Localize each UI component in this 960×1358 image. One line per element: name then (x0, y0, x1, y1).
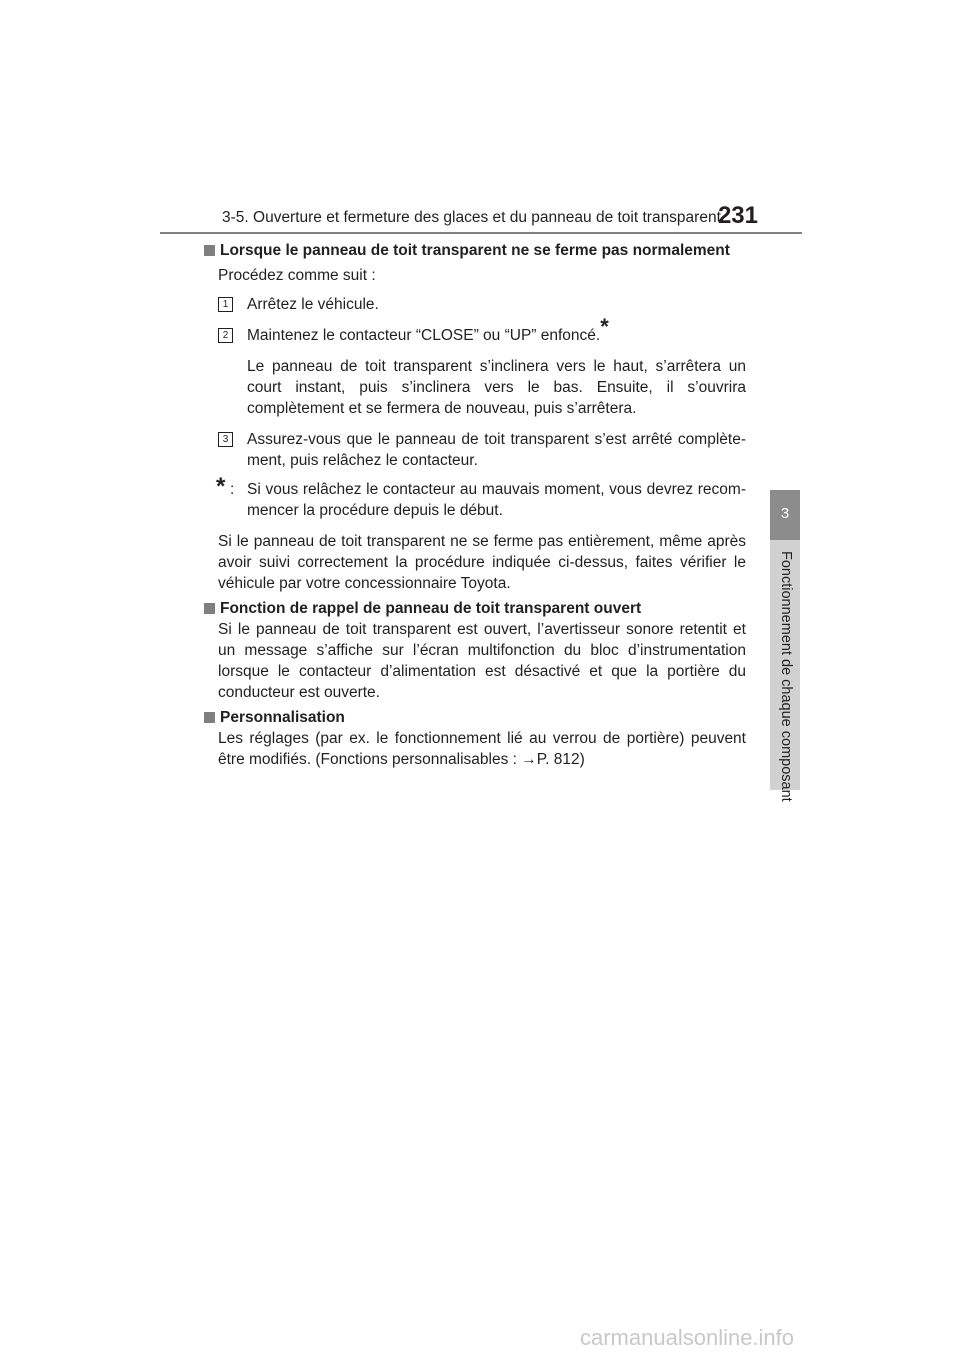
square-bullet-icon (204, 603, 215, 614)
reminder-paragraph: Si le panneau de toit transparent est ouvert, l’avertisseur sonore retentit et un message s’affiche sur l’écran multifonction du bloc d’instrumentation lorsque le contacteur d’alimentation est désactivé et que la portière du conducteur est ouverte. (218, 621, 746, 701)
custom-paragraph: Les réglages (par ex. le fonctionnement lié au verrou de portière) peuvent être modifiés. (Fonctions personnalisables : →P. 812) (218, 730, 746, 768)
footnote-marker: * (600, 314, 609, 339)
footnote-colon: : (230, 481, 235, 498)
section-heading-text: Lorsque le panneau de toit transparent ne se ferme pas normalement (220, 242, 730, 259)
closing-paragraph: Si le panneau de toit transparent ne se ferme pas entièrement, même après avoir suivi correctement la procédure indiquée ci-dessus, faites vérifier le véhicule par votre concessionnaire Toyota. (218, 533, 746, 592)
chapter-tab (770, 490, 800, 540)
step-detail: Le panneau de toit transparent s’inclinera vers le haut, s’arrêtera un court instant, puis s’inclinera vers le bas. Ensuite, il s’ouvrira complètement et se fermera de nouveau, puis s’arrêtera. (247, 358, 746, 417)
step-text: Arrêtez le véhicule. (247, 296, 379, 313)
procedure-step-3 (218, 429, 746, 471)
watermark: carmanualsonline.info (580, 1325, 795, 1350)
footnote-text: Si vous relâchez le contacteur au mauvais moment, vous devrez recom-mencer la procédure depuis le début. (247, 481, 746, 519)
step-number-box: 2 (218, 328, 233, 343)
page-number: 231 (717, 202, 758, 229)
header-section-title: 3-5. Ouverture et fermeture des glaces et du panneau de toit transparent (222, 209, 721, 226)
chapter-number: 3 (780, 505, 790, 522)
step-text: Assurez-vous que le panneau de toit transparent s’est arrêté complète-ment, puis relâchez le contacteur. (247, 431, 746, 469)
square-bullet-icon (204, 245, 215, 256)
footnote-asterisk: * (216, 473, 226, 500)
square-bullet-icon (204, 712, 215, 723)
step-number-box: 3 (218, 432, 233, 447)
step-text: Maintenez le contacteur “CLOSE” ou “UP” enfoncé. (247, 327, 601, 344)
section-heading-closing (204, 240, 746, 261)
step-number-box: 1 (218, 297, 233, 312)
header-divider (160, 232, 802, 234)
procedure-intro: Procédez comme suit : (218, 267, 376, 284)
section-heading-text: Personnalisation (220, 709, 345, 726)
procedure-step-2 (218, 314, 746, 346)
chapter-title: Fonctionnement de chaque composant (778, 551, 794, 802)
section-heading-reminder (204, 598, 746, 619)
footnote (216, 473, 746, 521)
section-heading-text: Fonction de rappel de panneau de toit transparent ouvert (220, 600, 642, 617)
main-content (210, 240, 746, 770)
procedure-step-1 (218, 294, 746, 315)
section-heading-custom (204, 707, 746, 728)
